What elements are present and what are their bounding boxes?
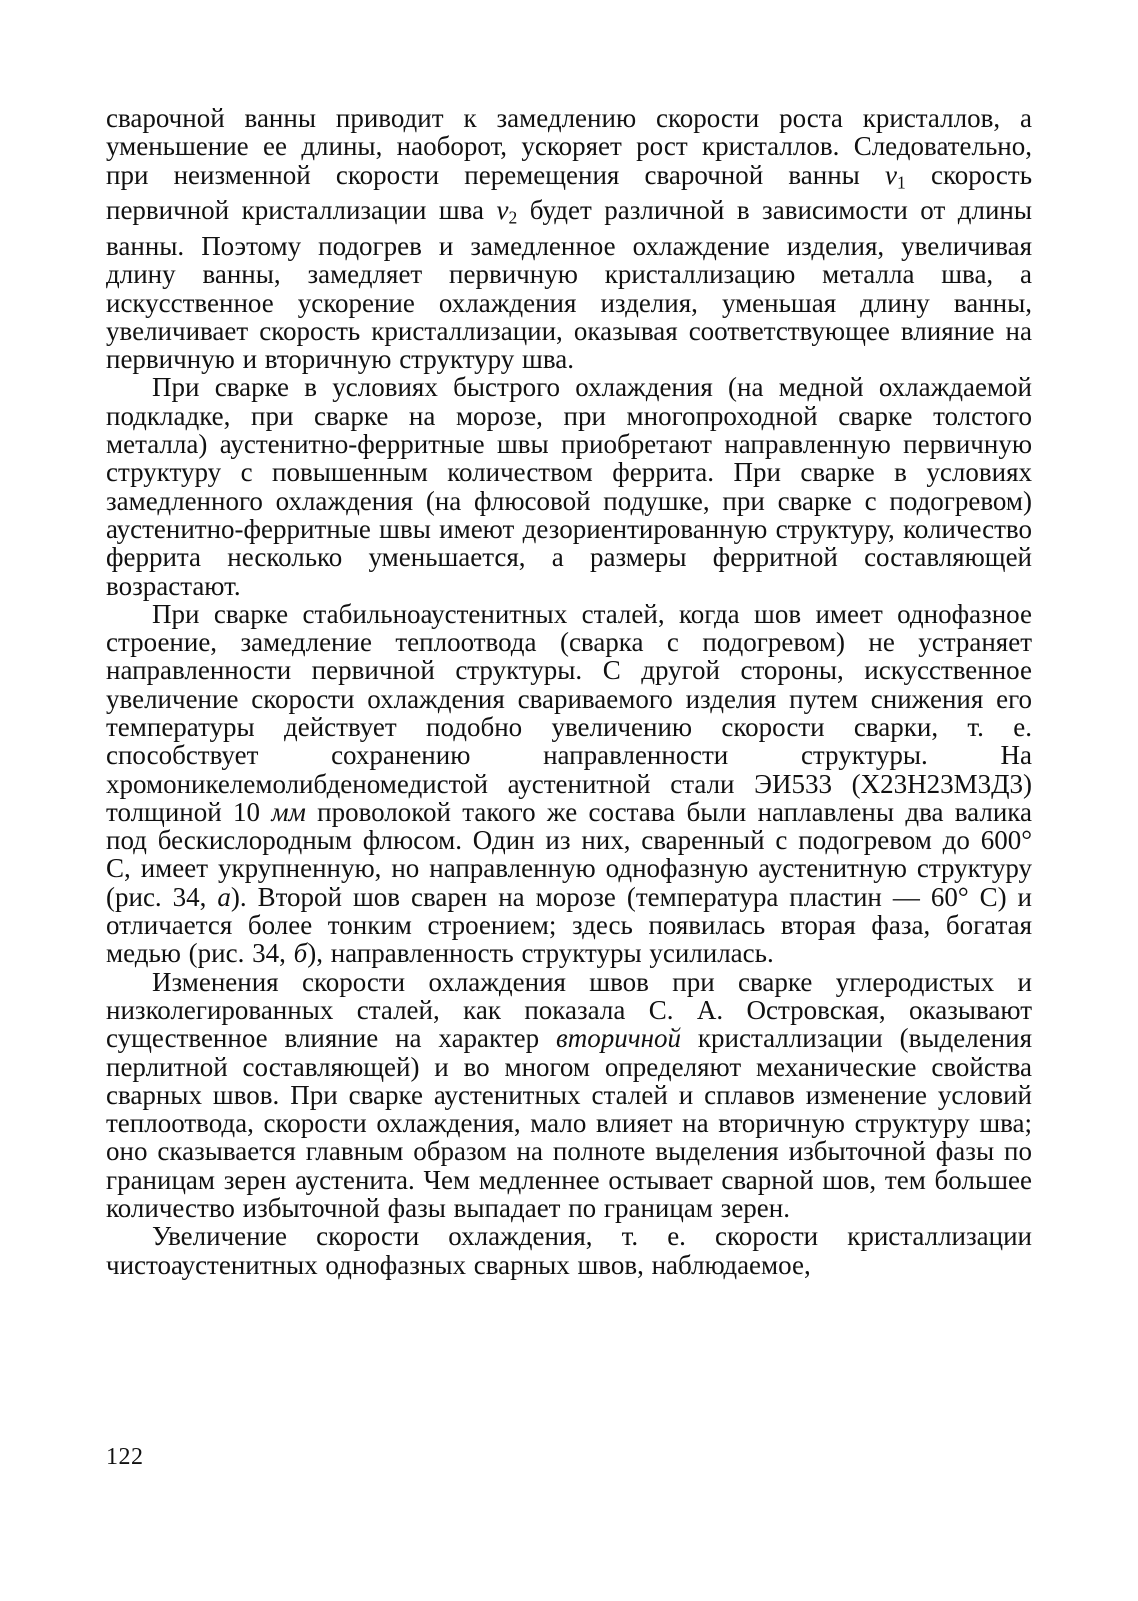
italic-text: мм: [271, 796, 306, 827]
page-number: 122: [106, 1444, 144, 1470]
book-page: [106, 104, 1032, 1574]
italic-text: б: [293, 938, 308, 969]
paragraph: [106, 600, 1032, 968]
italic-text: v: [885, 159, 898, 190]
subscript-text: 2: [508, 207, 518, 228]
italic-text: v: [496, 195, 509, 226]
text-run: проволокой такого же состава были наплавлены два валика под бескислородным флюсом. Один из них, сваренный с подогревом до 600° С, имеет укрупненную, но направленную однофазную аустенитную структуру (рис. 34,: [106, 796, 1032, 912]
paragraph: [106, 968, 1032, 1223]
text-run: Изменения скорости охлаждения швов при сварке углеродистых и низколегированных сталей, как показала С. А. Островская, оказывают существенное влияние на характер: [106, 966, 1032, 1054]
text-run: скорость первичной кристаллизации шва: [106, 159, 1033, 226]
text-run: кристаллизации (выделения перлитной составляющей) и во многом определяют механические свойства сварных швов. При сварке аустенитных сталей и сплавов изменение условий теплоотвода, скорости охлаждения, мало влияет на вторичную структуру шва; оно сказывается главным образом на полноте выделения избыточной фазы по границам зерен аустенита. Чем медленнее остывает сварной шов, тем большее количество избыточной фазы выпадает по границам зерен.: [106, 1023, 1032, 1224]
italic-text: вторичной: [556, 1023, 681, 1054]
text-run: будет различной в зависимости от длины ванны. Поэтому подогрев и замедленное охлаждение изделия, увеличивая длину ванны, замедляет первичную кристаллизацию металла шва, а искусственное ускорение охлаждения изделия, уменьшая длину ванны, увеличивает скорость кристаллизации, оказывая соответствующее влияние на первичную и вторичную структуру шва.: [106, 195, 1032, 375]
paragraph: [106, 1222, 1032, 1279]
text-run: При сварке стабильноаустенитных сталей, когда шов имеет однофазное строение, замедление теплоотвода (сварка с подогревом) не устраняет направленности первичной структуры. С другой стороны, искусственное увеличение скорости охлаждения свариваемого изделия путем снижения его температуры действует подобно увеличению скорости сварки, т. е. способствует сохранению направленности структуры. На хромоникелемолибденомедистой аустенитной стали ЭИ533 (Х23Н23М3Д3) толщиной 10: [106, 598, 1032, 827]
subscript-text: 1: [897, 171, 906, 192]
italic-text: а: [217, 881, 231, 912]
paragraph: [106, 104, 1032, 373]
text-run: При сварке в условиях быстрого охлаждения (на медной охлаждаемой подкладке, при сварке на морозе, при многопроходной сварке толстого металла) аустенитно-ферритные швы приобретают направленную первичную структуру с повышенным количеством феррита. При сварке в условиях замедленного охлаждения (на флюсовой подушке, при сварке с подогревом) аустенитно-ферритные швы имеют дезориентированную структуру, количество феррита несколько уменьшается, а размеры ферритной составляющей возрастают.: [106, 372, 1032, 601]
text-run: ). Второй шов сварен на морозе (температура пластин — 60° С) и отличается более тонким строением; здесь появилась вторая фаза, богатая медью (рис. 34,: [106, 881, 1033, 969]
body-text: [106, 104, 1032, 1279]
paragraph: [106, 373, 1032, 599]
text-run: сварочной ванны приводит к замедлению скорости роста кристаллов, а уменьшение ее длины, наоборот, ускоряет рост кристаллов. Следовательно, при неизменной скорости перемещения сварочной ванны: [106, 103, 1032, 190]
text-run: Увеличение скорости охлаждения, т. е. скорости кристаллизации чистоаустенитных однофазных сварных швов, наблюдаемое,: [106, 1221, 1032, 1280]
text-run: ), направленность структуры усилилась.: [307, 938, 774, 969]
